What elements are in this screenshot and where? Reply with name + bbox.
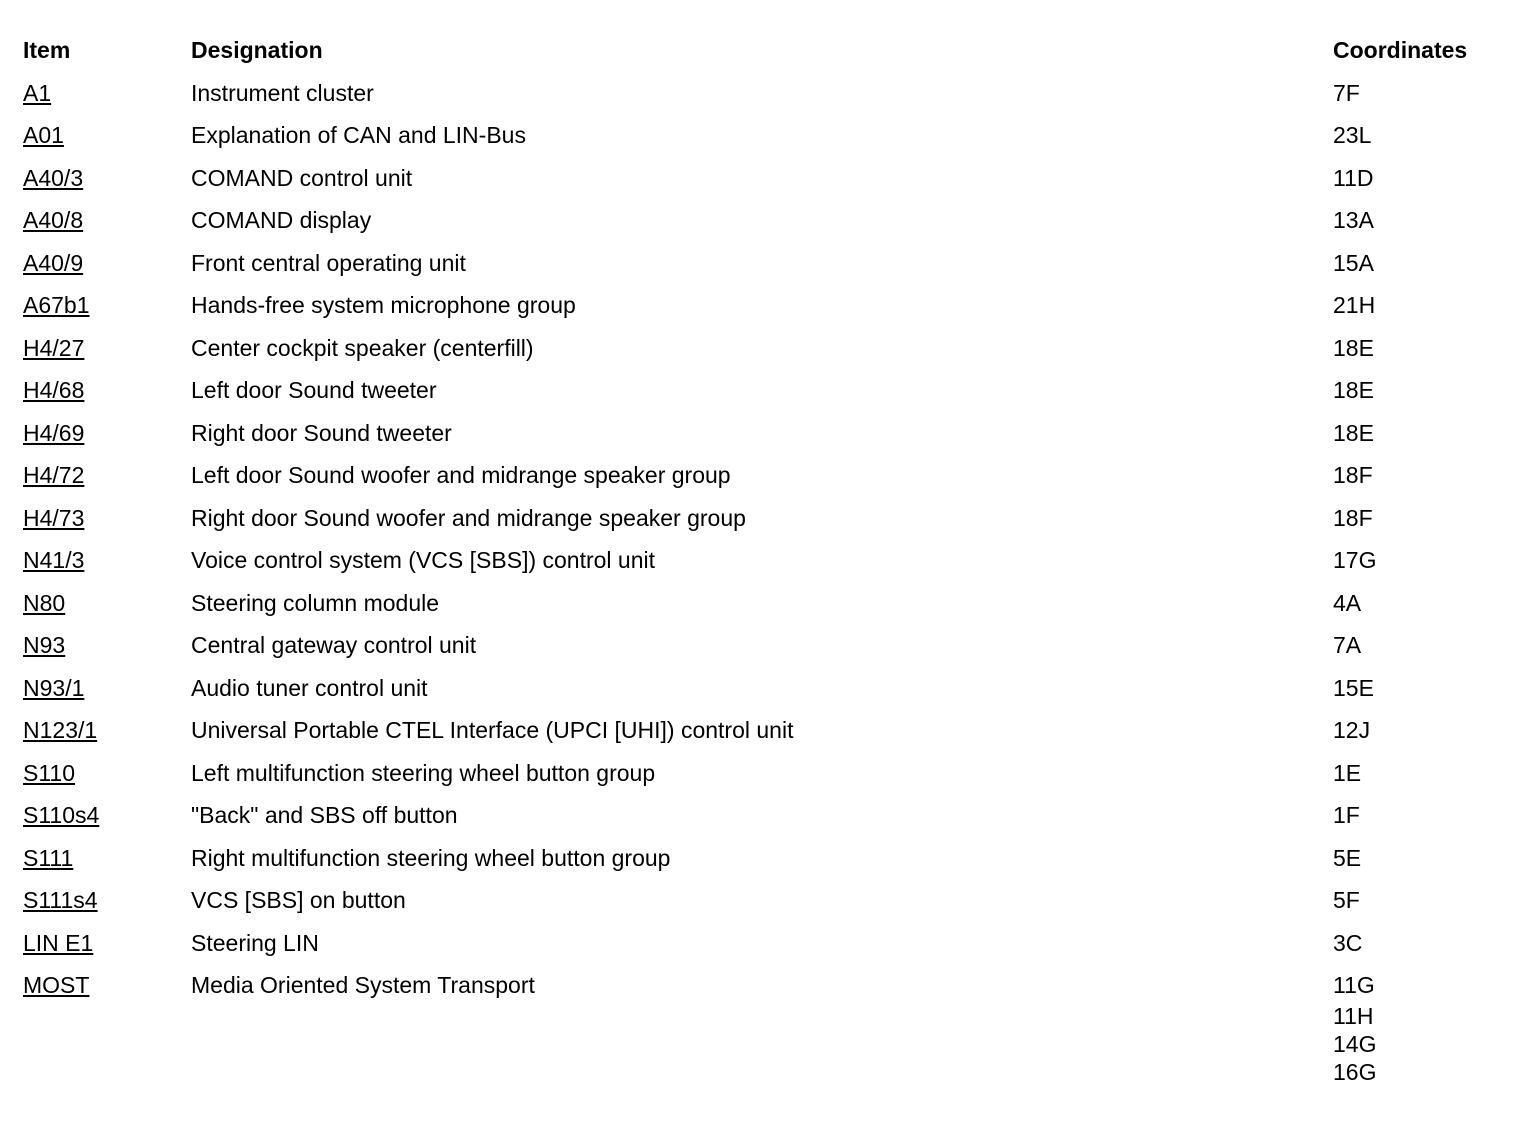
table-row bbox=[23, 203, 1513, 246]
item-cell bbox=[23, 713, 97, 747]
item-link[interactable]: S111 bbox=[23, 844, 74, 871]
coordinate-value: 7A bbox=[1333, 632, 1362, 658]
coordinates-cell bbox=[1333, 841, 1361, 875]
designation-cell: Steering LIN bbox=[191, 929, 319, 956]
coordinate-value: 1F bbox=[1333, 802, 1360, 828]
coordinates-cell bbox=[1333, 161, 1374, 195]
coordinates-cell bbox=[1333, 543, 1376, 577]
coordinate-value: 21H bbox=[1333, 292, 1376, 318]
item-link[interactable]: S111s4 bbox=[23, 887, 98, 913]
item-cell bbox=[23, 161, 83, 195]
designation-cell: Front central operating unit bbox=[191, 249, 466, 276]
coordinates-cell bbox=[1333, 373, 1374, 407]
coordinates-cell bbox=[1333, 671, 1374, 705]
designation-cell: Audio tuner control unit bbox=[191, 674, 428, 701]
coordinates-cell bbox=[1333, 288, 1375, 322]
item-link[interactable]: A67b1 bbox=[23, 292, 90, 318]
designation-cell: Hands-free system microphone group bbox=[191, 292, 576, 318]
header-coordinates: Coordinates bbox=[1333, 37, 1468, 63]
item-cell bbox=[23, 628, 65, 662]
item-link[interactable]: A40/8 bbox=[23, 207, 84, 233]
item-cell bbox=[23, 76, 51, 110]
coordinate-value: 18E bbox=[1333, 419, 1374, 446]
table-header-row bbox=[23, 33, 1513, 76]
coordinates-cell bbox=[1333, 586, 1361, 620]
item-cell bbox=[23, 416, 84, 450]
table-row bbox=[23, 458, 1513, 501]
item-link[interactable]: MOST bbox=[23, 972, 90, 998]
item-cell bbox=[23, 288, 90, 322]
table-row bbox=[23, 586, 1513, 629]
header-item: Item bbox=[23, 37, 71, 63]
item-cell bbox=[23, 331, 84, 365]
coordinate-value: 14G bbox=[1333, 1031, 1377, 1057]
item-cell bbox=[23, 118, 64, 152]
coordinate-value: 12J bbox=[1333, 717, 1371, 743]
table-body bbox=[23, 76, 1513, 1085]
designation-cell: Right door Sound tweeter bbox=[191, 419, 452, 446]
item-cell bbox=[23, 798, 99, 832]
item-cell bbox=[23, 883, 98, 917]
coordinates-cell bbox=[1333, 756, 1361, 790]
coordinates-cell bbox=[1333, 798, 1360, 832]
table-row bbox=[23, 798, 1513, 841]
table-row bbox=[23, 543, 1513, 586]
item-cell bbox=[23, 458, 84, 492]
item-link[interactable]: H4/69 bbox=[23, 419, 85, 446]
component-legend-table bbox=[23, 33, 1513, 1085]
coordinate-value: 4A bbox=[1333, 589, 1362, 616]
coordinate-value: 5E bbox=[1333, 844, 1362, 871]
table-row bbox=[23, 713, 1513, 756]
coordinates-cell bbox=[1333, 628, 1361, 662]
designation-cell: COMAND control unit bbox=[191, 164, 413, 191]
coordinate-value: 11G bbox=[1333, 972, 1375, 998]
coordinate-value: 18E bbox=[1333, 377, 1374, 403]
item-link[interactable]: A40/3 bbox=[23, 164, 84, 191]
table-row bbox=[23, 968, 1513, 1085]
coordinate-value: 18E bbox=[1333, 334, 1374, 361]
item-link[interactable]: S110 bbox=[23, 759, 76, 786]
item-link[interactable]: H4/72 bbox=[23, 462, 85, 488]
item-link[interactable]: H4/73 bbox=[23, 504, 85, 531]
coordinates-cell bbox=[1333, 501, 1373, 535]
item-cell bbox=[23, 543, 84, 577]
coordinates-cell bbox=[1333, 458, 1373, 492]
coordinate-value: 11D bbox=[1333, 164, 1374, 191]
item-link[interactable]: N93 bbox=[23, 632, 66, 658]
coordinates-cell bbox=[1333, 926, 1362, 960]
item-cell bbox=[23, 968, 89, 1002]
item-link[interactable]: A1 bbox=[23, 79, 52, 106]
item-cell bbox=[23, 756, 75, 790]
table-row bbox=[23, 883, 1513, 926]
designation-cell: Media Oriented System Transport bbox=[191, 972, 535, 998]
coordinate-value: 13A bbox=[1333, 207, 1374, 233]
table-row bbox=[23, 246, 1513, 289]
coordinate-value: 17G bbox=[1333, 547, 1377, 573]
coordinates-cell bbox=[1333, 203, 1374, 237]
coordinates-cell bbox=[1333, 76, 1360, 110]
table-row bbox=[23, 288, 1513, 331]
item-cell bbox=[23, 841, 73, 875]
coordinate-value: 18F bbox=[1333, 504, 1373, 531]
table-row bbox=[23, 161, 1513, 204]
coordinates-cell bbox=[1333, 416, 1374, 450]
item-cell bbox=[23, 246, 83, 280]
item-cell bbox=[23, 926, 93, 960]
coordinate-value: 18F bbox=[1333, 462, 1373, 488]
coordinates-cell bbox=[1333, 883, 1360, 917]
item-link[interactable]: H4/27 bbox=[23, 334, 85, 361]
designation-cell: Voice control system (VCS [SBS]) control unit bbox=[191, 547, 656, 573]
coordinates-cell bbox=[1333, 331, 1374, 365]
item-link[interactable]: S110s4 bbox=[23, 802, 100, 828]
coordinate-value: 15A bbox=[1333, 249, 1374, 276]
coordinate-value: 3C bbox=[1333, 929, 1363, 956]
item-link[interactable]: A40/9 bbox=[23, 249, 84, 276]
table-row bbox=[23, 76, 1513, 119]
table-row bbox=[23, 841, 1513, 884]
item-link[interactable]: N41/3 bbox=[23, 547, 85, 573]
coordinate-value: 16G bbox=[1333, 1059, 1377, 1085]
table-row bbox=[23, 416, 1513, 459]
table-row bbox=[23, 331, 1513, 374]
coordinate-value: 1E bbox=[1333, 759, 1362, 786]
table-row bbox=[23, 756, 1513, 799]
table-row bbox=[23, 926, 1513, 969]
designation-cell: Central gateway control unit bbox=[191, 632, 477, 658]
designation-cell: Left door Sound woofer and midrange speaker group bbox=[191, 462, 731, 488]
designation-cell: Left door Sound tweeter bbox=[191, 377, 437, 403]
coordinates-cell bbox=[1333, 246, 1374, 280]
table-row bbox=[23, 671, 1513, 714]
designation-cell: Instrument cluster bbox=[191, 79, 374, 106]
coordinates-cell bbox=[1333, 968, 1376, 1086]
coordinate-value: 23L bbox=[1333, 122, 1372, 148]
item-cell bbox=[23, 586, 65, 620]
designation-cell: Left multifunction steering wheel button group bbox=[191, 759, 656, 786]
designation-cell: Center cockpit speaker (centerfill) bbox=[191, 334, 534, 361]
item-link[interactable]: N93/1 bbox=[23, 674, 85, 701]
designation-cell: Explanation of CAN and LIN-Bus bbox=[191, 122, 526, 148]
coordinate-value: 7F bbox=[1333, 79, 1360, 106]
item-link[interactable]: A01 bbox=[23, 122, 64, 148]
designation-cell: Steering column module bbox=[191, 589, 440, 616]
designation-cell: Right multifunction steering wheel button group bbox=[191, 844, 671, 871]
table-row bbox=[23, 628, 1513, 671]
item-cell bbox=[23, 203, 83, 237]
table-row bbox=[23, 373, 1513, 416]
coordinates-cell bbox=[1333, 118, 1371, 152]
header-designation: Designation bbox=[191, 37, 323, 63]
item-link[interactable]: N80 bbox=[23, 589, 66, 616]
designation-cell: Right door Sound woofer and midrange speaker group bbox=[191, 504, 746, 531]
table-row bbox=[23, 501, 1513, 544]
designation-cell: Universal Portable CTEL Interface (UPCI [UHI]) control unit bbox=[191, 717, 794, 743]
designation-cell: VCS [SBS] on button bbox=[191, 887, 406, 913]
coordinate-value: 11H bbox=[1333, 1003, 1374, 1029]
item-cell bbox=[23, 501, 84, 535]
designation-cell: "Back" and SBS off button bbox=[191, 802, 458, 828]
coordinates-cell bbox=[1333, 713, 1370, 747]
coordinate-value: 15E bbox=[1333, 674, 1374, 701]
coordinate-value: 5F bbox=[1333, 887, 1360, 913]
item-link[interactable]: H4/68 bbox=[23, 377, 85, 403]
table-row bbox=[23, 118, 1513, 161]
item-link[interactable]: N123/1 bbox=[23, 717, 98, 743]
item-cell bbox=[23, 373, 84, 407]
item-cell bbox=[23, 671, 84, 705]
item-link[interactable]: LIN E1 bbox=[23, 929, 94, 956]
designation-cell: COMAND display bbox=[191, 207, 372, 233]
